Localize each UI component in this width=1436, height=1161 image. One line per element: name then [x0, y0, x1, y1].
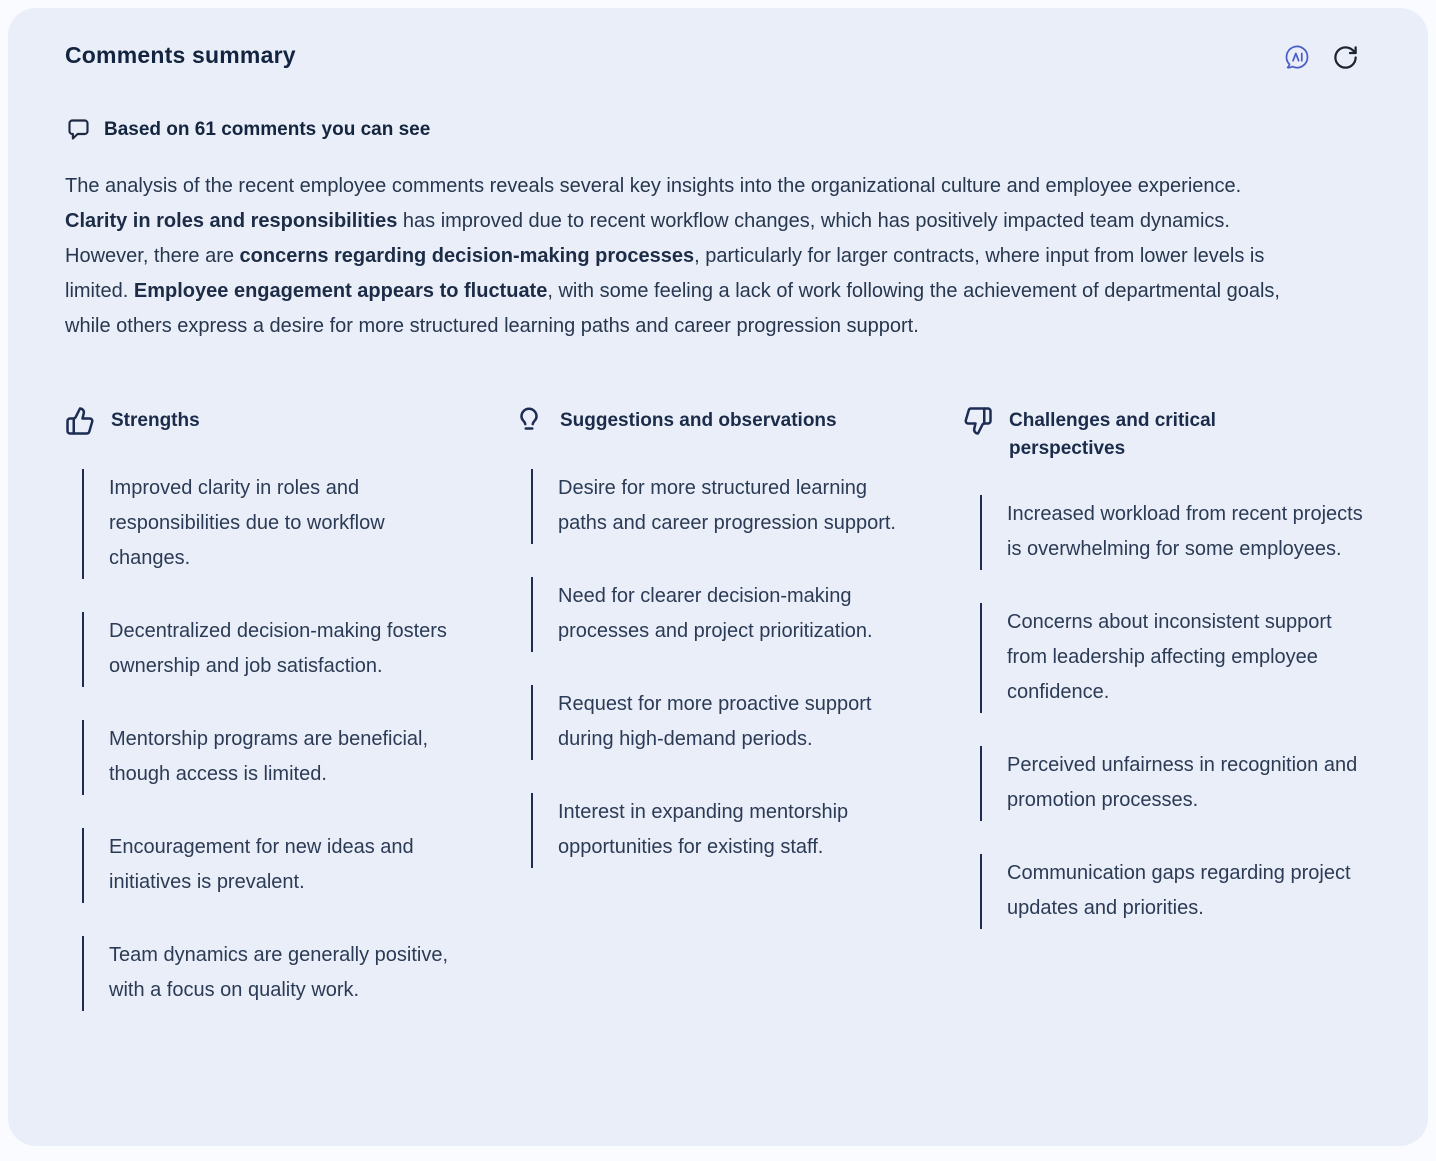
list-item: Improved clarity in roles and responsibilities due to workflow changes.: [82, 469, 469, 579]
column-suggestions: [514, 404, 923, 1044]
page-title: Comments summary: [65, 42, 296, 68]
list-item: Concerns about inconsistent support from leadership affecting employee confidence.: [980, 603, 1371, 713]
columns-grid: [65, 404, 1372, 1044]
list-item: Encouragement for new ideas and initiatives is prevalent.: [82, 828, 469, 903]
refresh-icon[interactable]: [1330, 42, 1360, 72]
summary-paragraph: The analysis of the recent employee comments reveals several key insights into the organizational culture and employee experience. Clarity in roles and responsibilities has improved due to recent workflow changes, which has positively impacted team dynamics. However, there are concerns regarding decision-making processes, particularly for larger contracts, where input from lower levels is limited. Employee engagement appears to fluctuate, with some feeling a lack of work following the achievement of departmental goals, while others express a desire for more structured learning paths and career progression support.: [65, 175, 1280, 337]
list-item: Need for clearer decision-making processes and project prioritization.: [531, 577, 898, 652]
list-item: Interest in expanding mentorship opportunities for existing staff.: [531, 793, 898, 868]
column-challenges-header: [963, 404, 1372, 463]
card-header: [65, 38, 1372, 72]
thumbs-up-icon: [65, 405, 95, 437]
comments-summary-card: [8, 8, 1428, 1146]
list-item: Increased workload from recent projects is overwhelming for some employees.: [980, 495, 1371, 570]
list-item: Decentralized decision-making fosters ownership and job satisfaction.: [82, 612, 469, 687]
column-challenges: [963, 404, 1372, 1044]
comment-icon: [65, 116, 92, 143]
list-item: Communication gaps regarding project updates and priorities.: [980, 854, 1371, 929]
subtitle-text: Based on 61 comments you can see: [104, 118, 431, 140]
column-strengths: [65, 404, 474, 1044]
column-strengths-header: [65, 404, 474, 437]
column-title: Suggestions and observations: [560, 410, 837, 431]
list-item: Team dynamics are generally positive, with a focus on quality work.: [82, 936, 469, 1011]
header-actions: [1282, 42, 1360, 72]
list-item: Request for more proactive support during high-demand periods.: [531, 685, 898, 760]
column-title: Challenges and critical perspectives: [1009, 410, 1216, 459]
ai-badge-icon[interactable]: [1282, 42, 1312, 72]
thumbs-down-icon: [963, 405, 993, 437]
list-item: Mentorship programs are beneficial, though access is limited.: [82, 720, 469, 795]
column-suggestions-header: [514, 404, 923, 437]
list-item: Desire for more structured learning paths and career progression support.: [531, 469, 898, 544]
subtitle-row: [65, 116, 1372, 143]
column-title: Strengths: [111, 410, 200, 431]
lightbulb-icon: [514, 405, 544, 437]
list-item: Perceived unfairness in recognition and promotion processes.: [980, 746, 1371, 821]
